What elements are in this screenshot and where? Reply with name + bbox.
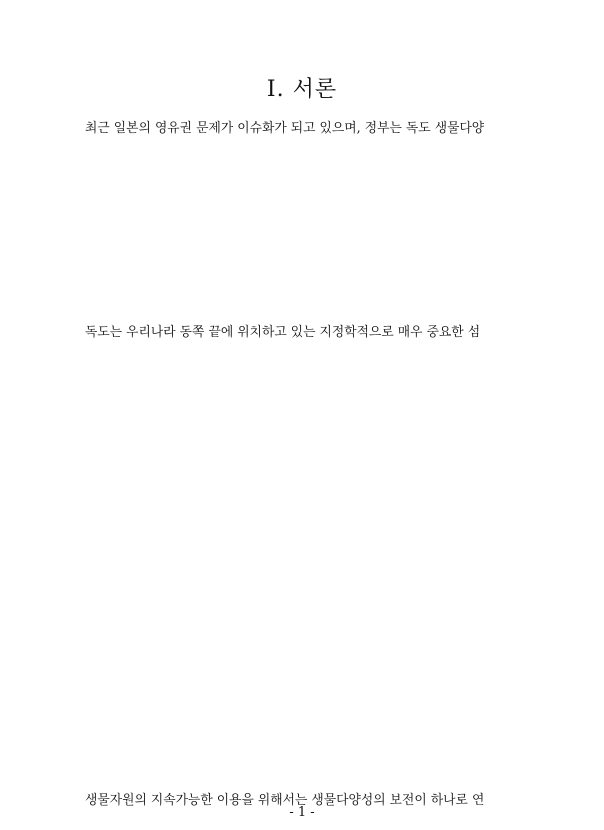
paragraph-2-line-7 (61, 454, 549, 476)
paragraph-2-line-8 (61, 476, 549, 498)
paragraph-2-line-5 (61, 410, 549, 432)
paragraph-1-line-9 (61, 294, 549, 316)
paragraph-2-line-6 (61, 432, 549, 454)
paragraph-2-line-15 (61, 630, 549, 652)
paragraph-2-line-1: 독도는 우리나라 동쪽 끝에 위치하고 있는 지정학적으로 매우 중요한 섬 (85, 325, 481, 340)
paragraph-1-line-4 (61, 184, 549, 206)
paragraph-1-line-2 (61, 140, 549, 162)
paragraph-2-line-11 (61, 542, 549, 564)
page-number: - 1 - (289, 805, 315, 820)
paragraph-2-line-14 (61, 608, 549, 630)
paragraph-1-line-3 (61, 162, 549, 184)
paragraph-2-line-17 (61, 674, 549, 696)
introduction-paragraph-1 (61, 118, 549, 316)
paragraph-2-line-13 (61, 586, 549, 608)
paragraph-1-line-8 (61, 272, 549, 294)
paragraph-1-line-6 (61, 228, 549, 250)
paragraph-2-line-16 (61, 652, 549, 674)
paragraph-2-line-18 (61, 696, 549, 718)
introduction-paragraph-2 (61, 322, 549, 784)
paragraph-2-line-20 (61, 740, 549, 762)
paragraph-2-line-4 (61, 388, 549, 410)
paragraph-2-line-2 (61, 344, 549, 366)
paragraph-2-line-21 (61, 762, 549, 784)
paragraph-3-line-1: 생물자원의 지속가능한 이용을 위해서는 생물다양성의 보전이 하나로 연 (85, 793, 485, 808)
paragraph-1-line-5 (61, 206, 549, 228)
paragraph-2-line-12 (61, 564, 549, 586)
document-body (61, 118, 549, 830)
page-title: I. 서론 (266, 76, 338, 102)
paragraph-2-line-19 (61, 718, 549, 740)
paragraph-1-line-7 (61, 250, 549, 272)
paragraph-2-line-3 (61, 366, 549, 388)
paragraph-1-line-1: 최근 일본의 영유권 문제가 이슈화가 되고 있으며, 정부는 독도 생물다양 (85, 121, 485, 136)
paragraph-2-line-9 (61, 498, 549, 520)
paragraph-2-line-10 (61, 520, 549, 542)
